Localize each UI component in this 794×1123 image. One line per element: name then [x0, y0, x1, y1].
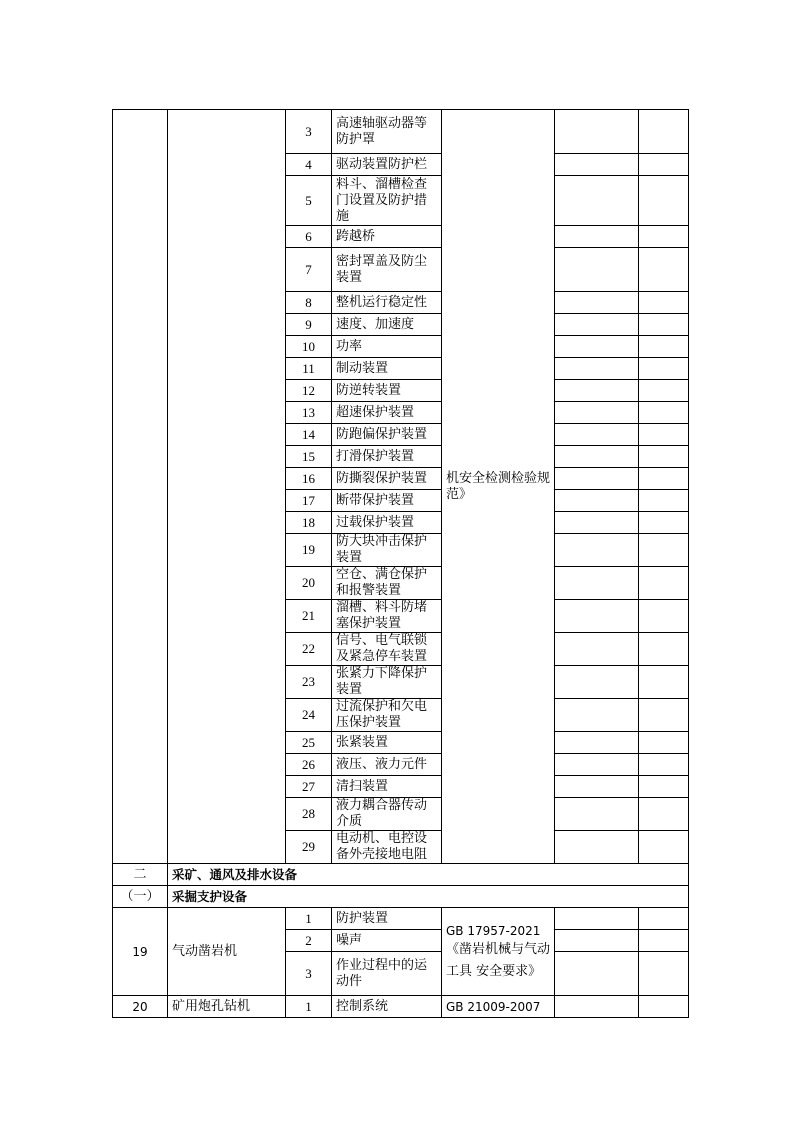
- remark-cell: [639, 468, 689, 490]
- table-body: [113, 110, 689, 1018]
- item-number: 5: [286, 176, 332, 226]
- item-number: 28: [286, 798, 332, 831]
- result-cell: [555, 314, 639, 336]
- item-name: 防护装置: [332, 908, 442, 930]
- standard-title: 《凿岩机械与气动工具 安全要求》: [446, 941, 551, 979]
- item-name: 液力耦合器传动介质: [332, 798, 442, 831]
- item-number: 29: [286, 831, 332, 864]
- inspection-table: [112, 109, 689, 1018]
- item-name: 高速轴驱动器等防护罩: [332, 110, 442, 154]
- item-name: 驱动装置防护栏: [332, 154, 442, 176]
- remark-cell: [639, 831, 689, 864]
- subsection-title: 采掘支护设备: [168, 886, 689, 908]
- result-cell: [555, 248, 639, 292]
- item-number: 12: [286, 380, 332, 402]
- remark-cell: [639, 754, 689, 776]
- result-cell: [555, 600, 639, 633]
- result-cell: [555, 930, 639, 952]
- item-number: 21: [286, 600, 332, 633]
- result-cell: [555, 732, 639, 754]
- remark-cell: [639, 567, 689, 600]
- item-number: 15: [286, 446, 332, 468]
- item-name: 防跑偏保护装置: [332, 424, 442, 446]
- subsection-row: [113, 886, 689, 908]
- item-name: 功率: [332, 336, 442, 358]
- equipment-number: 19: [113, 908, 168, 996]
- result-cell: [555, 402, 639, 424]
- item-name: 防大块冲击保护装置: [332, 534, 442, 567]
- item-name: 超速保护装置: [332, 402, 442, 424]
- result-cell: [555, 699, 639, 732]
- result-cell: [555, 633, 639, 666]
- item-name: 跨越桥: [332, 226, 442, 248]
- remark-cell: [639, 402, 689, 424]
- remark-cell: [639, 699, 689, 732]
- remark-cell: [639, 154, 689, 176]
- item-number: 1: [286, 996, 332, 1018]
- remark-cell: [639, 110, 689, 154]
- item-number: 25: [286, 732, 332, 754]
- item-name: 电动机、电控设备外壳接地电阻: [332, 831, 442, 864]
- section-row: [113, 864, 689, 886]
- remark-cell: [639, 534, 689, 567]
- item-number: 9: [286, 314, 332, 336]
- result-cell: [555, 336, 639, 358]
- item-name: 打滑保护装置: [332, 446, 442, 468]
- result-cell: [555, 776, 639, 798]
- item-number: 19: [286, 534, 332, 567]
- standard-code: GB 17957-2021: [446, 923, 541, 938]
- standard-cell: 机安全检测检验规范》: [442, 110, 555, 864]
- item-number: 22: [286, 633, 332, 666]
- result-cell: [555, 468, 639, 490]
- remark-cell: [639, 424, 689, 446]
- item-name: 密封罩盖及防尘装置: [332, 248, 442, 292]
- standard-cell: [442, 908, 555, 996]
- item-number: 3: [286, 110, 332, 154]
- remark-cell: [639, 908, 689, 930]
- item-name: 溜槽、料斗防堵塞保护装置: [332, 600, 442, 633]
- remark-cell: [639, 226, 689, 248]
- equipment-name: 气动凿岩机: [168, 908, 286, 996]
- item-number: 26: [286, 754, 332, 776]
- remark-cell: [639, 248, 689, 292]
- standard-code: GB 21009-2007: [442, 996, 555, 1018]
- item-number: 27: [286, 776, 332, 798]
- remark-cell: [639, 176, 689, 226]
- item-number: 11: [286, 358, 332, 380]
- remark-cell: [639, 930, 689, 952]
- result-cell: [555, 154, 639, 176]
- item-number: 2: [286, 930, 332, 952]
- remark-cell: [639, 358, 689, 380]
- item-number: 1: [286, 908, 332, 930]
- item-name: 过载保护装置: [332, 512, 442, 534]
- item-number: 13: [286, 402, 332, 424]
- item-name: 清扫装置: [332, 776, 442, 798]
- item-number: 20: [286, 567, 332, 600]
- result-cell: [555, 424, 639, 446]
- result-cell: [555, 567, 639, 600]
- item-number: 8: [286, 292, 332, 314]
- remark-cell: [639, 798, 689, 831]
- result-cell: [555, 446, 639, 468]
- remark-cell: [639, 732, 689, 754]
- section-title: 采矿、通风及排水设备: [168, 864, 689, 886]
- item-number: 10: [286, 336, 332, 358]
- blank-no-cell: [113, 110, 168, 864]
- table-row: [113, 908, 689, 930]
- item-name: 制动装置: [332, 358, 442, 380]
- item-name: 断带保护装置: [332, 490, 442, 512]
- result-cell: [555, 110, 639, 154]
- item-name: 防撕裂保护装置: [332, 468, 442, 490]
- item-name: 控制系统: [332, 996, 442, 1018]
- item-number: 7: [286, 248, 332, 292]
- result-cell: [555, 358, 639, 380]
- remark-cell: [639, 633, 689, 666]
- result-cell: [555, 952, 639, 996]
- remark-cell: [639, 600, 689, 633]
- item-name: 噪声: [332, 930, 442, 952]
- result-cell: [555, 798, 639, 831]
- result-cell: [555, 512, 639, 534]
- item-number: 24: [286, 699, 332, 732]
- result-cell: [555, 754, 639, 776]
- item-name: 信号、电气联锁及紧急停车装置: [332, 633, 442, 666]
- item-name: 防逆转装置: [332, 380, 442, 402]
- item-number: 16: [286, 468, 332, 490]
- result-cell: [555, 490, 639, 512]
- remark-cell: [639, 776, 689, 798]
- remark-cell: [639, 512, 689, 534]
- equipment-name: 矿用炮孔钻机: [168, 996, 286, 1018]
- result-cell: [555, 996, 639, 1018]
- item-name: 空仓、满仓保护和报警装置: [332, 567, 442, 600]
- blank-name-cell: [168, 110, 286, 864]
- result-cell: [555, 292, 639, 314]
- remark-cell: [639, 380, 689, 402]
- remark-cell: [639, 666, 689, 699]
- remark-cell: [639, 446, 689, 468]
- result-cell: [555, 666, 639, 699]
- equipment-number: 20: [113, 996, 168, 1018]
- item-number: 4: [286, 154, 332, 176]
- result-cell: [555, 534, 639, 567]
- remark-cell: [639, 952, 689, 996]
- result-cell: [555, 226, 639, 248]
- item-name: 张紧力下降保护装置: [332, 666, 442, 699]
- subsection-number: （一）: [113, 886, 168, 908]
- remark-cell: [639, 292, 689, 314]
- result-cell: [555, 831, 639, 864]
- item-name: 作业过程中的运动件: [332, 952, 442, 996]
- item-name: 整机运行稳定性: [332, 292, 442, 314]
- item-number: 6: [286, 226, 332, 248]
- item-name: 料斗、溜槽检查门设置及防护措施: [332, 176, 442, 226]
- table-row: [113, 996, 689, 1018]
- item-number: 3: [286, 952, 332, 996]
- item-name: 过流保护和欠电压保护装置: [332, 699, 442, 732]
- remark-cell: [639, 314, 689, 336]
- item-name: 液压、液力元件: [332, 754, 442, 776]
- result-cell: [555, 908, 639, 930]
- item-number: 23: [286, 666, 332, 699]
- remark-cell: [639, 490, 689, 512]
- item-number: 17: [286, 490, 332, 512]
- result-cell: [555, 176, 639, 226]
- item-number: 18: [286, 512, 332, 534]
- section-number: 二: [113, 864, 168, 886]
- item-name: 速度、加速度: [332, 314, 442, 336]
- table-row: [113, 110, 689, 154]
- item-number: 14: [286, 424, 332, 446]
- remark-cell: [639, 996, 689, 1018]
- item-name: 张紧装置: [332, 732, 442, 754]
- result-cell: [555, 380, 639, 402]
- remark-cell: [639, 336, 689, 358]
